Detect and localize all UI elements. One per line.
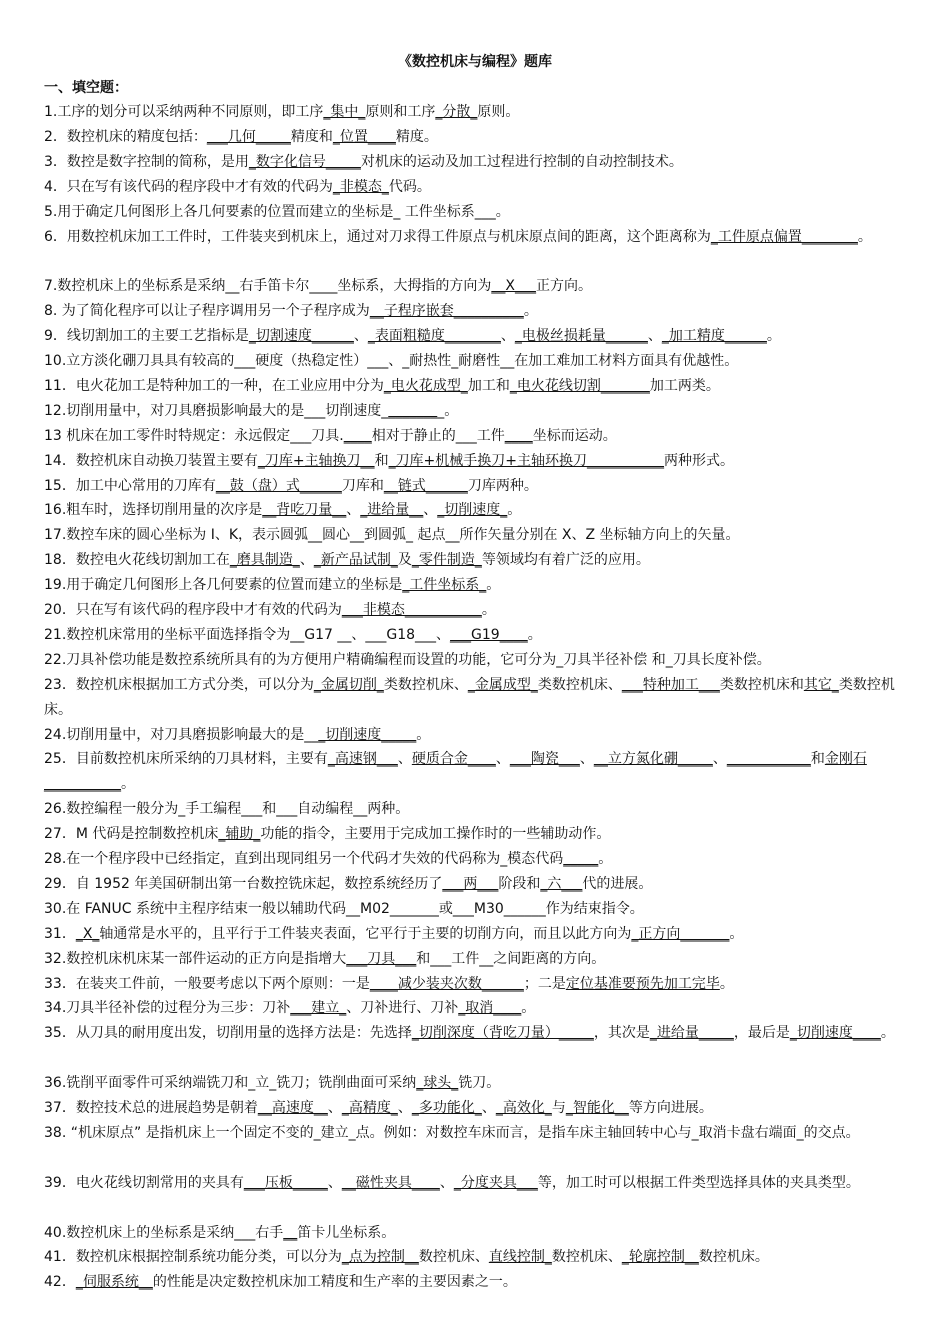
- question-item: [44, 673, 908, 723]
- answer-blank: _点为控制__: [341, 1249, 419, 1266]
- answer-blank: _非模态_: [332, 178, 389, 195]
- answer-blank: _六___: [540, 875, 583, 892]
- question-text: 21.数控机床常用的坐标平面选择指令为__G17 __、___G18___、: [44, 626, 451, 643]
- answer-blank: _正方向_______: [631, 925, 730, 942]
- question-item: [44, 399, 908, 424]
- answer-blank: _位置____: [332, 128, 396, 145]
- question-text: 、: [346, 502, 361, 519]
- answer-blank: _电火花成型_: [383, 377, 468, 394]
- question-item: [44, 175, 908, 200]
- question-text: 15．加工中心常用的刀库有: [44, 477, 216, 494]
- question-text: 相对于静止的___工件: [371, 427, 505, 444]
- answer-blank: _刀库+主轴换刀__: [257, 452, 375, 469]
- question-text: 7.数控机床上的坐标系是采纳__右手笛卡尔____坐标系，大拇指的方向为: [44, 278, 492, 295]
- question-text: 26.数控编程一般分为_手工编程___和___自动编程__两种。: [44, 801, 410, 818]
- question-text: 、: [481, 1100, 496, 1116]
- question-text: 32.数控机床机床某一部件运动的正方向是指增大: [44, 950, 347, 967]
- question-text: 2．数控机床的精度包括：: [44, 128, 207, 145]
- answer-blank: 金刚石___________: [44, 751, 867, 793]
- question-text: 、: [495, 751, 510, 768]
- answer-blank: _高精度_: [341, 1100, 398, 1116]
- question-text: 代码。: [388, 178, 431, 195]
- answer-blank: ___G19____: [450, 626, 528, 643]
- question-item: [44, 225, 908, 250]
- question-text: 精度和: [290, 128, 333, 145]
- question-text: 、: [397, 751, 412, 768]
- question-text: 、刀补进行、刀补: [346, 1000, 459, 1017]
- question-text: 18．数控电火花线切割加工在: [44, 552, 230, 569]
- question-text: 代的进展。: [582, 875, 653, 892]
- question-text: 28.在一个程序段中已经指定，直到出现同组另一个代码才失效的代码称为_模态代码: [44, 851, 564, 867]
- question-item: [44, 872, 908, 897]
- question-text: 41．数控机床根据控制系统功能分类，可以分为: [44, 1249, 342, 1266]
- question-text: 等领域均有着广泛的应用。: [481, 552, 650, 569]
- question-text: 35．从刀具的耐用度出发，切削用量的选择方法是：先选择: [44, 1025, 412, 1042]
- question-text: 类数控机床、: [383, 676, 468, 693]
- answer-blank: _切削速度_____: [318, 726, 417, 743]
- answer-blank: ___两___: [442, 875, 499, 892]
- answer-blank: 定位基准要预先加工完毕: [565, 975, 720, 992]
- question-text: _。: [437, 402, 459, 419]
- answer-blank: _金属切削_: [313, 676, 384, 693]
- question-text: 。: [527, 626, 542, 643]
- question-text: 27．M 代码是控制数控机床: [44, 826, 219, 843]
- answer-blank: _球头_: [416, 1075, 459, 1092]
- question-text: 10.立方淡化硼刀具具有较高的___硬度（热稳定性）___、_耐热性_耐磨性__在加工难加工材料方面具有优越性。: [44, 353, 739, 369]
- answer-blank: _金属成型_: [467, 676, 538, 693]
- question-text: 坐标而运动。: [532, 427, 617, 444]
- answer-blank: __立方氮化硼_____: [593, 751, 713, 768]
- question-item: [44, 424, 908, 449]
- answer-blank: _加工精度______: [661, 328, 767, 345]
- question-text: 的性能是决定数控机床加工精度和生产率的主要因素之一。: [152, 1274, 517, 1291]
- question-text: 。: [766, 328, 781, 345]
- question-text: 3．数控是数字控制的简称，是用: [44, 153, 249, 170]
- question-text: 24.切削用量中，对刀具磨损影响最大的是__: [44, 726, 319, 743]
- question-text: 30.在 FANUC 系统中主程序结束一般以辅助代码__M02_______或___M30______作为结束指令。: [44, 900, 644, 917]
- question-text: 。: [521, 1000, 536, 1017]
- question-text: 42．: [44, 1274, 76, 1291]
- answer-blank: _取消____: [458, 1000, 522, 1017]
- question-item: [44, 523, 908, 548]
- answer-blank: ___陶瓷___: [509, 751, 580, 768]
- question-item: [44, 897, 908, 922]
- answer-blank: _______: [388, 402, 438, 419]
- question-item: [44, 1221, 908, 1246]
- question-item: [44, 797, 908, 822]
- answer-blank: _新产品试制_: [313, 552, 398, 569]
- question-text: 铣刀。: [458, 1075, 501, 1092]
- answer-blank: _分度夹具___: [453, 1174, 538, 1191]
- question-item: [44, 200, 908, 225]
- answer-blank: _智能化__: [565, 1100, 629, 1116]
- question-text: 4．只在写有该代码的程序段中才有效的代码为: [44, 178, 333, 195]
- question-text: 、: [299, 552, 314, 569]
- question-text: 、: [712, 751, 727, 768]
- answer-blank: ____: [343, 427, 372, 444]
- question-item: [44, 274, 908, 299]
- question-text: 37．数控技术总的进展趋势是朝着: [44, 1100, 258, 1116]
- question-text: 刀库两种。: [467, 477, 538, 494]
- question-text: 34.刀具半径补偿的过程分为三步：刀补: [44, 1000, 291, 1017]
- question-text: 38. “机床原点” 是指机床上一个固定不变的_建立_点。例如：对数控车床而言，是指车床主轴回转中心与_取消卡盘右端面_的交点。: [44, 1124, 860, 1141]
- question-text: 类数控机床。: [44, 676, 895, 718]
- answer-blank: _表面粗糙度________: [367, 328, 501, 345]
- question-text: 17.数控车床的圆心坐标为 I、K，表示圆弧__圆心__到圆弧_ 起点__所作矢量分别在 X、Z 坐标轴方向上的矢量。: [44, 527, 740, 544]
- answer-blank: ____减少装夹次数______: [369, 975, 524, 992]
- question-text: 36.铣削平面零件可采纳端铣刀和_立_铣刀；铣削曲面可采纳: [44, 1075, 417, 1092]
- answer-blank: ___刀具___: [346, 950, 417, 967]
- answer-blank: _集中_: [323, 104, 366, 120]
- question-text: 20．只在写有该代码的程序段中才有效的代码为: [44, 602, 342, 618]
- answer-blank: ____________: [726, 751, 811, 768]
- question-text: 。: [729, 925, 744, 942]
- answer-blank: _分散_: [435, 104, 478, 120]
- question-text: 13 机床在加工零件时特规定：永远假定___刀具.: [44, 427, 344, 444]
- question-text: 39．电火花线切割常用的夹具有: [44, 1174, 244, 1191]
- question-item: [44, 1121, 908, 1146]
- question-item: [44, 125, 908, 150]
- answer-blank: _切削速度_: [437, 502, 508, 519]
- question-item: [44, 996, 908, 1021]
- question-text: ；二是: [523, 975, 566, 992]
- question-item: [44, 723, 908, 748]
- answer-blank: _高速钢___: [327, 751, 398, 768]
- question-text: 笛卡儿坐标系。: [297, 1224, 396, 1241]
- answer-blank: _高效化_: [495, 1100, 552, 1116]
- question-item: [44, 747, 908, 797]
- question-item: [44, 498, 908, 523]
- question-text: 原则和工序: [365, 104, 436, 120]
- question-item: [44, 648, 908, 673]
- answer-blank: ___压板_____: [243, 1174, 328, 1191]
- answer-blank: __高速度__: [257, 1100, 328, 1116]
- question-item: [44, 548, 908, 573]
- question-text: 类数控机床、: [537, 676, 622, 693]
- question-item: [44, 922, 908, 947]
- question-text: 5.用于确定几何图形上各几何要素的位置而建立的坐标是_ 工件坐标系___。: [44, 203, 510, 220]
- question-text: ，其次是: [593, 1025, 650, 1042]
- answer-blank: 其它_: [803, 676, 839, 693]
- question-text: 轴通常是水平的，且平行于工件装夹表面，它平行于主要的切削方向，而且以此方向为: [99, 925, 632, 942]
- question-item: [44, 1270, 908, 1295]
- question-text: 等，加工时可以根据工件类型选择具体的夹具类型。: [537, 1174, 860, 1191]
- question-text: 、: [439, 1174, 454, 1191]
- question-text: 。: [719, 975, 734, 992]
- answer-blank: _工件坐标系_: [402, 577, 487, 594]
- question-item: [44, 847, 908, 872]
- question-text: 及: [397, 552, 412, 569]
- answer-blank: __子程序嵌套__________: [369, 303, 524, 320]
- question-text: 加工两类。: [649, 377, 720, 394]
- question-text: 。: [523, 303, 538, 320]
- question-text: 12.切削用量中，对刀具磨损影响最大的是___切削速度_: [44, 402, 389, 419]
- question-text: 6．用数控机床加工工件时，工件装夹到机床上，通过对刀求得工件原点与机床原点间的距离，这个距离称为: [44, 228, 711, 245]
- question-text: 14．数控机床自动换刀装置主要有: [44, 452, 258, 469]
- question-text: 阶段和: [498, 875, 541, 892]
- question-text: 。: [481, 602, 496, 618]
- question-text: 。: [857, 228, 872, 245]
- page-title: 《数控机床与编程》题库: [398, 54, 552, 70]
- question-item: [44, 474, 908, 499]
- question-item: [44, 1021, 908, 1046]
- question-item: [44, 150, 908, 175]
- question-text: 两种形式。: [664, 452, 735, 469]
- question-item: [44, 299, 908, 324]
- question-text: 、: [579, 751, 594, 768]
- question-text: 和: [374, 452, 389, 469]
- question-text: 加工和: [467, 377, 510, 394]
- answer-blank: _磨具制造_: [229, 552, 300, 569]
- question-text: 类数控机床和: [719, 676, 804, 693]
- question-item: [44, 972, 908, 997]
- question-text: 。: [880, 1025, 895, 1042]
- question-text: 、: [647, 328, 662, 345]
- answer-blank: _电极丝损耗量______: [514, 328, 648, 345]
- section-heading: 一、填空题：: [44, 80, 128, 96]
- answer-blank: __: [283, 1224, 298, 1241]
- question-text: 、: [327, 1100, 342, 1116]
- question-text: 23．数控机床根据加工方式分类，可以分为: [44, 676, 314, 693]
- answer-blank: __背吃刀量__: [262, 502, 347, 519]
- question-text: 、: [500, 328, 515, 345]
- question-text: 。: [486, 577, 501, 594]
- question-text: 数控机床、: [418, 1249, 489, 1266]
- answer-blank: 硬质合金____: [411, 751, 496, 768]
- answer-blank: _轮廓控制__: [621, 1249, 699, 1266]
- question-text: 8. 为了简化程序可以让子程序调用另一个子程序成为: [44, 303, 370, 320]
- question-text: 25．目前数控机床所采纳的刀具材料，主要有: [44, 751, 328, 768]
- answer-blank: _多功能化_: [411, 1100, 482, 1116]
- question-text: 。: [416, 726, 431, 743]
- answer-blank: _切削速度____: [789, 1025, 881, 1042]
- answer-blank: __链式______: [383, 477, 468, 494]
- answer-blank: _零件制造_: [411, 552, 482, 569]
- question-item: [44, 598, 908, 623]
- question-text: 、: [327, 1174, 342, 1191]
- answer-blank: _电火花线切割_______: [509, 377, 650, 394]
- question-item: [44, 1096, 908, 1121]
- answer-blank: _切削深度（背吃刀量）_____: [411, 1025, 594, 1042]
- question-text: 。: [598, 851, 613, 867]
- question-item: [44, 947, 908, 972]
- answer-blank: _进给量__: [360, 502, 424, 519]
- question-text: 、: [423, 502, 438, 519]
- question-text: 和: [810, 751, 825, 768]
- question-text: 原则。: [477, 104, 520, 120]
- question-text: 功能的指令，主要用于完成加工操作时的一些辅助动作。: [260, 826, 611, 843]
- question-text: 数控机床。: [698, 1249, 769, 1266]
- question-text: 33．在装夹工件前，一般要考虑以下两个原则：一是: [44, 975, 370, 992]
- question-text: 刀库和: [341, 477, 384, 494]
- question-text: 精度。: [395, 128, 438, 145]
- question-text: 22.刀具补偿功能是数控系统所具有的为方便用户精确编程而设置的功能，它可分为_刀具半径补偿 和_刀具长度补偿。: [44, 651, 771, 668]
- answer-blank: __磁性夹具____: [341, 1174, 440, 1191]
- question-text: 、: [397, 1100, 412, 1116]
- answer-blank: _刀库+机械手换刀+主轴环换刀___________: [388, 452, 665, 469]
- answer-blank: ____: [504, 427, 533, 444]
- question-item: [44, 1171, 908, 1196]
- question-item: [44, 374, 908, 399]
- question-item: [44, 449, 908, 474]
- answer-blank: __鼓（盘）式______: [215, 477, 342, 494]
- answer-blank: __X___: [491, 278, 536, 295]
- question-text: 与: [551, 1100, 566, 1116]
- question-item: [44, 573, 908, 598]
- question-text: 1.工序的划分可以采纳两种不同原则，即工序: [44, 104, 324, 120]
- question-text: 和___工件__之间距离的方向。: [416, 950, 606, 967]
- answer-blank: _X_: [75, 925, 100, 942]
- answer-blank: 直线控制_: [488, 1249, 552, 1266]
- question-text: 9．线切割加工的主要工艺指标是: [44, 328, 249, 345]
- answer-blank: ___非模态___________: [341, 602, 482, 618]
- question-item: [44, 1071, 908, 1096]
- question-text: 11．电火花加工是特种加工的一种，在工业应用中分为: [44, 377, 384, 394]
- question-item: [44, 324, 908, 349]
- question-text: 19.用于确定几何图形上各几何要素的位置而建立的坐标是: [44, 577, 403, 594]
- question-text: 对机床的运动及加工过程进行控制的自动控制技术。: [360, 153, 683, 170]
- answer-blank: _辅助_: [218, 826, 261, 843]
- question-text: 正方向。: [535, 278, 592, 295]
- question-text: ，最后是: [733, 1025, 790, 1042]
- question-text: 29．自 1952 年美国研制出第一台数控铣床起，数控系统经历了: [44, 875, 443, 892]
- question-item: [44, 349, 908, 374]
- question-item: [44, 623, 908, 648]
- question-text: 。: [121, 776, 135, 793]
- answer-blank: ___建立_: [290, 1000, 347, 1017]
- question-text: 16.粗车时，选择切削用量的次序是: [44, 502, 263, 519]
- answer-blank: _进给量_____: [649, 1025, 734, 1042]
- answer-blank: _____: [563, 851, 599, 867]
- question-text: 、: [353, 328, 368, 345]
- answer-blank: _工件原点偏置________: [710, 228, 858, 245]
- question-text: 等方向进展。: [628, 1100, 713, 1116]
- answer-blank: ___几何_____: [206, 128, 291, 145]
- question-text: 。: [507, 502, 522, 519]
- answer-blank: ___特种加工___: [621, 676, 720, 693]
- question-text: 31．: [44, 925, 76, 942]
- question-item: [44, 100, 908, 125]
- answer-blank: _数字化信号_____: [248, 153, 361, 170]
- question-item: [44, 822, 908, 847]
- answer-blank: _伺服系统__: [75, 1274, 153, 1291]
- answer-blank: _切割速度______: [248, 328, 354, 345]
- question-text: 数控机床、: [551, 1249, 622, 1266]
- question-item: [44, 1245, 908, 1270]
- question-text: 40.数控机床上的坐标系是采纳___右手: [44, 1224, 284, 1241]
